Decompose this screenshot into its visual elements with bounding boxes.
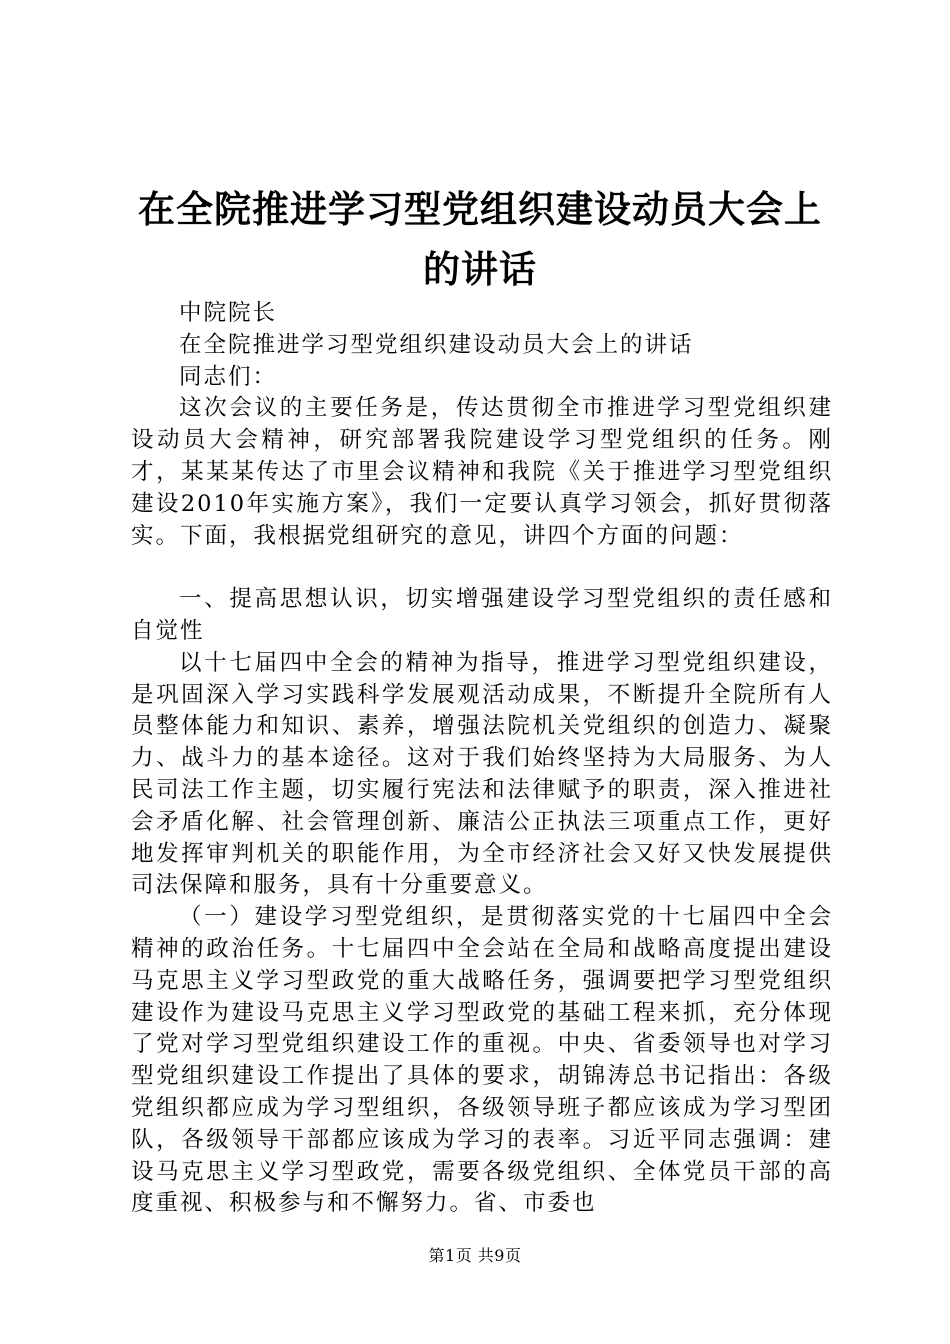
paragraph-spacer (131, 552, 833, 584)
paragraph: 这次会议的主要任务是，传达贯彻全市推进学习型党组织建设动员大会精神，研究部署我院建设学习型党组织的任务。刚才，某某某传达了市里会议精神和我院《关于推进学习型党组织建设2010年实施方案》，我们一定要认真学习领会，抓好贯彻落实。下面，我根据党组研究的意见，讲四个方面的问题： (131, 395, 833, 549)
document-body (131, 298, 833, 1220)
paragraph: 以十七届四中全会的精神为指导，推进学习型党组织建设，是巩固深入学习实践科学发展观活动成果，不断提升全院所有人员整体能力和知识、素养，增强法院机关党组织的创造力、凝聚力、战斗力的基本途径。这对于我们始终坚持为大局服务、为人民司法工作主题，切实履行宪法和法律赋予的职责，深入推进社会矛盾化解、社会管理创新、廉洁公正执法三项重点工作，更好地发挥审判机关的职能作用，为全市经济社会又好又快发展提供司法保障和服务，具有十分重要意义。 (131, 649, 833, 899)
salutation: 同志们： (179, 363, 278, 390)
section-heading: 一、提高思想认识，切实增强建设学习型党组织的责任感和自觉性 (131, 586, 833, 644)
page-number: 第1页 共9页 (428, 1246, 522, 1265)
author-line: 中院院长 (179, 300, 278, 326)
document-title: 在全院推进学习型党组织建设动员大会上的讲话 (138, 188, 822, 291)
paragraph: （一）建设学习型党组织，是贯彻落实党的十七届四中全会精神的政治任务。十七届四中全会站在全局和战略高度提出建设马克思主义学习型政党的重大战略任务，强调要把学习型党组织建设作为建设马克思主义学习型政党的基础工程来抓，充分体现了党对学习型党组织建设工作的重视。中央、省委领导也对学习型党组织建设工作提出了具体的要求，胡锦涛总书记指出：各级党组织都应成为学习型组织，各级领导班子都应该成为学习型团队，各级领导干部都应该成为学习的表率。习近平同志强调：建设马克思主义学习型政党，需要各级党组织、全体党员干部的高度重视、积极参与和不懈努力。省、市委也 (131, 904, 833, 1217)
subtitle-line: 在全院推进学习型党组织建设动员大会上的讲话 (179, 331, 694, 358)
